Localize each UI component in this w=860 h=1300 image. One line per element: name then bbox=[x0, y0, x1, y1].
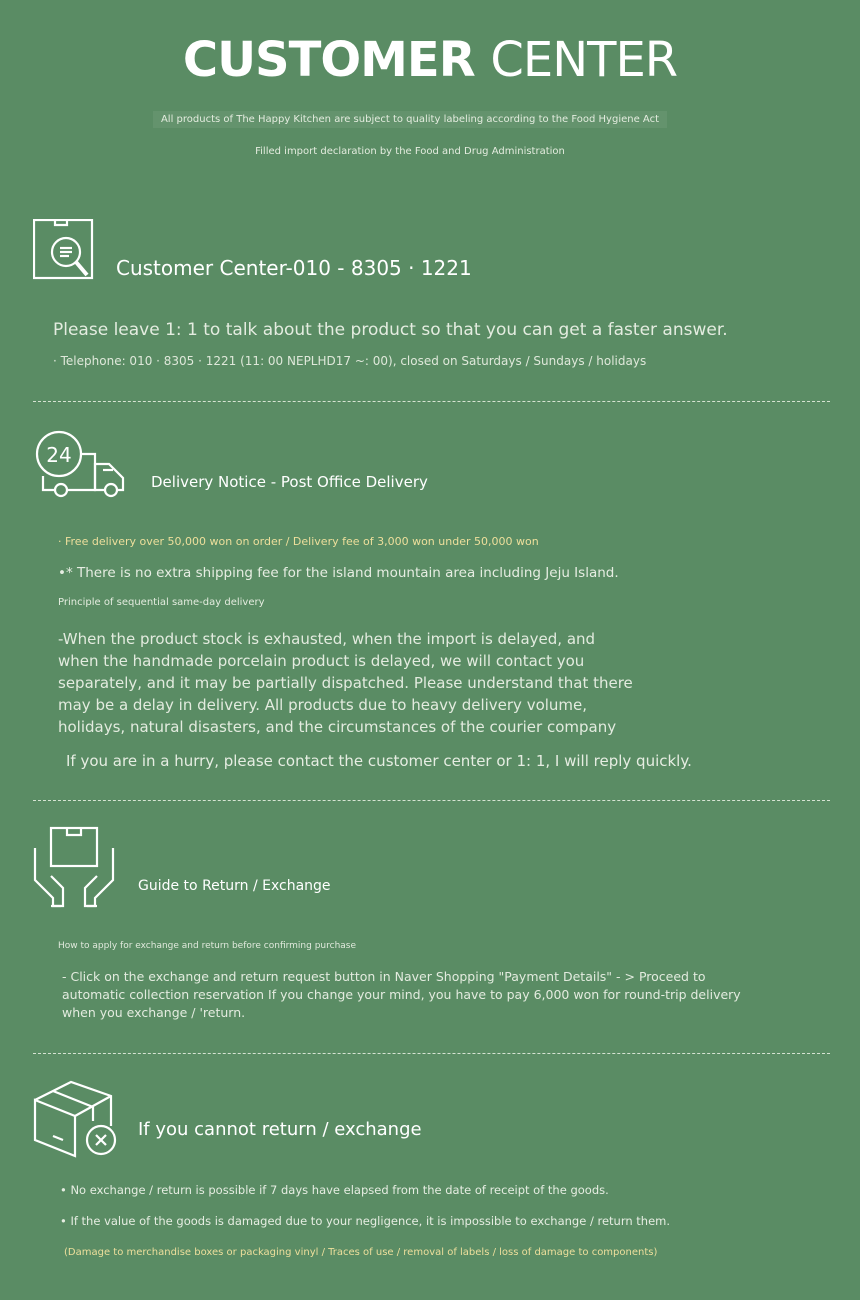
return-guide-paragraph: - Click on the exchange and return request button in Naver Shopping "Payment Details" - > Proceed to automatic collection reservation If you change your mind, you have to pay 6,000 won for round-trip delivery when you exchange / 'return. bbox=[62, 969, 741, 1020]
page-title bbox=[0, 32, 860, 88]
delivery-truck-24-icon bbox=[33, 430, 128, 506]
no-return-line-2: • If the value of the goods is damaged due to your negligence, it is impossible to exchange / return them. bbox=[60, 1214, 671, 1228]
delivery-line-1: · Free delivery over 50,000 won on order / Delivery fee of 3,000 won under 50,000 won bbox=[58, 535, 539, 548]
title-bold: CUSTOMER bbox=[182, 32, 475, 88]
magnifier-document-icon bbox=[33, 219, 101, 287]
delivery-paragraph: -When the product stock is exhausted, when the import is delayed, and when the handmade porcelain product is delayed, we will contact you separately, and it may be partially dispatched. Please understand that there may be a delay in delivery. All products due to heavy delivery volume, holidays, natural disasters, and the circumstances of the courier company bbox=[58, 630, 633, 736]
no-return-line-1: • No exchange / return is possible if 7 days have elapsed from the date of receipt of the goods. bbox=[60, 1183, 609, 1197]
delivery-title: Delivery Notice - Post Office Delivery bbox=[151, 473, 428, 491]
return-guide-line-1: How to apply for exchange and return before confirming purchase bbox=[58, 941, 357, 951]
customer-center-line-2: · Telephone: 010 · 8305 · 1221 (11: 00 NEPLHD17 ~: 00), closed on Saturdays / Sundays / holidays bbox=[53, 354, 647, 368]
customer-center-title: Customer Center-010 - 8305 · 1221 bbox=[116, 256, 472, 280]
divider bbox=[33, 1053, 830, 1054]
hands-holding-box-icon bbox=[31, 826, 117, 912]
subtitle-1: All products of The Happy Kitchen are subject to quality labeling according to the Food Hygiene Act bbox=[0, 114, 820, 125]
return-guide-title: Guide to Return / Exchange bbox=[138, 878, 331, 894]
box-with-x-icon bbox=[33, 1080, 119, 1164]
delivery-line-2: •* There is no extra shipping fee for the island mountain area including Jeju Island. bbox=[58, 565, 619, 581]
divider bbox=[33, 401, 830, 402]
delivery-line-4: If you are in a hurry, please contact the customer center or 1: 1, I will reply quickly. bbox=[66, 752, 692, 770]
subtitle-2: Filled import declaration by the Food and Drug Administration bbox=[255, 146, 565, 157]
delivery-icon-text: 24 bbox=[46, 443, 72, 467]
delivery-line-3: Principle of sequential same-day delivery bbox=[58, 597, 265, 608]
divider bbox=[33, 800, 830, 801]
title-light: CENTER bbox=[490, 32, 678, 88]
no-return-line-3: (Damage to merchandise boxes or packaging vinyl / Traces of use / removal of labels / loss of damage to components) bbox=[64, 1247, 658, 1258]
no-return-title: If you cannot return / exchange bbox=[138, 1119, 422, 1140]
customer-center-line-1: Please leave 1: 1 to talk about the product so that you can get a faster answer. bbox=[53, 320, 728, 340]
